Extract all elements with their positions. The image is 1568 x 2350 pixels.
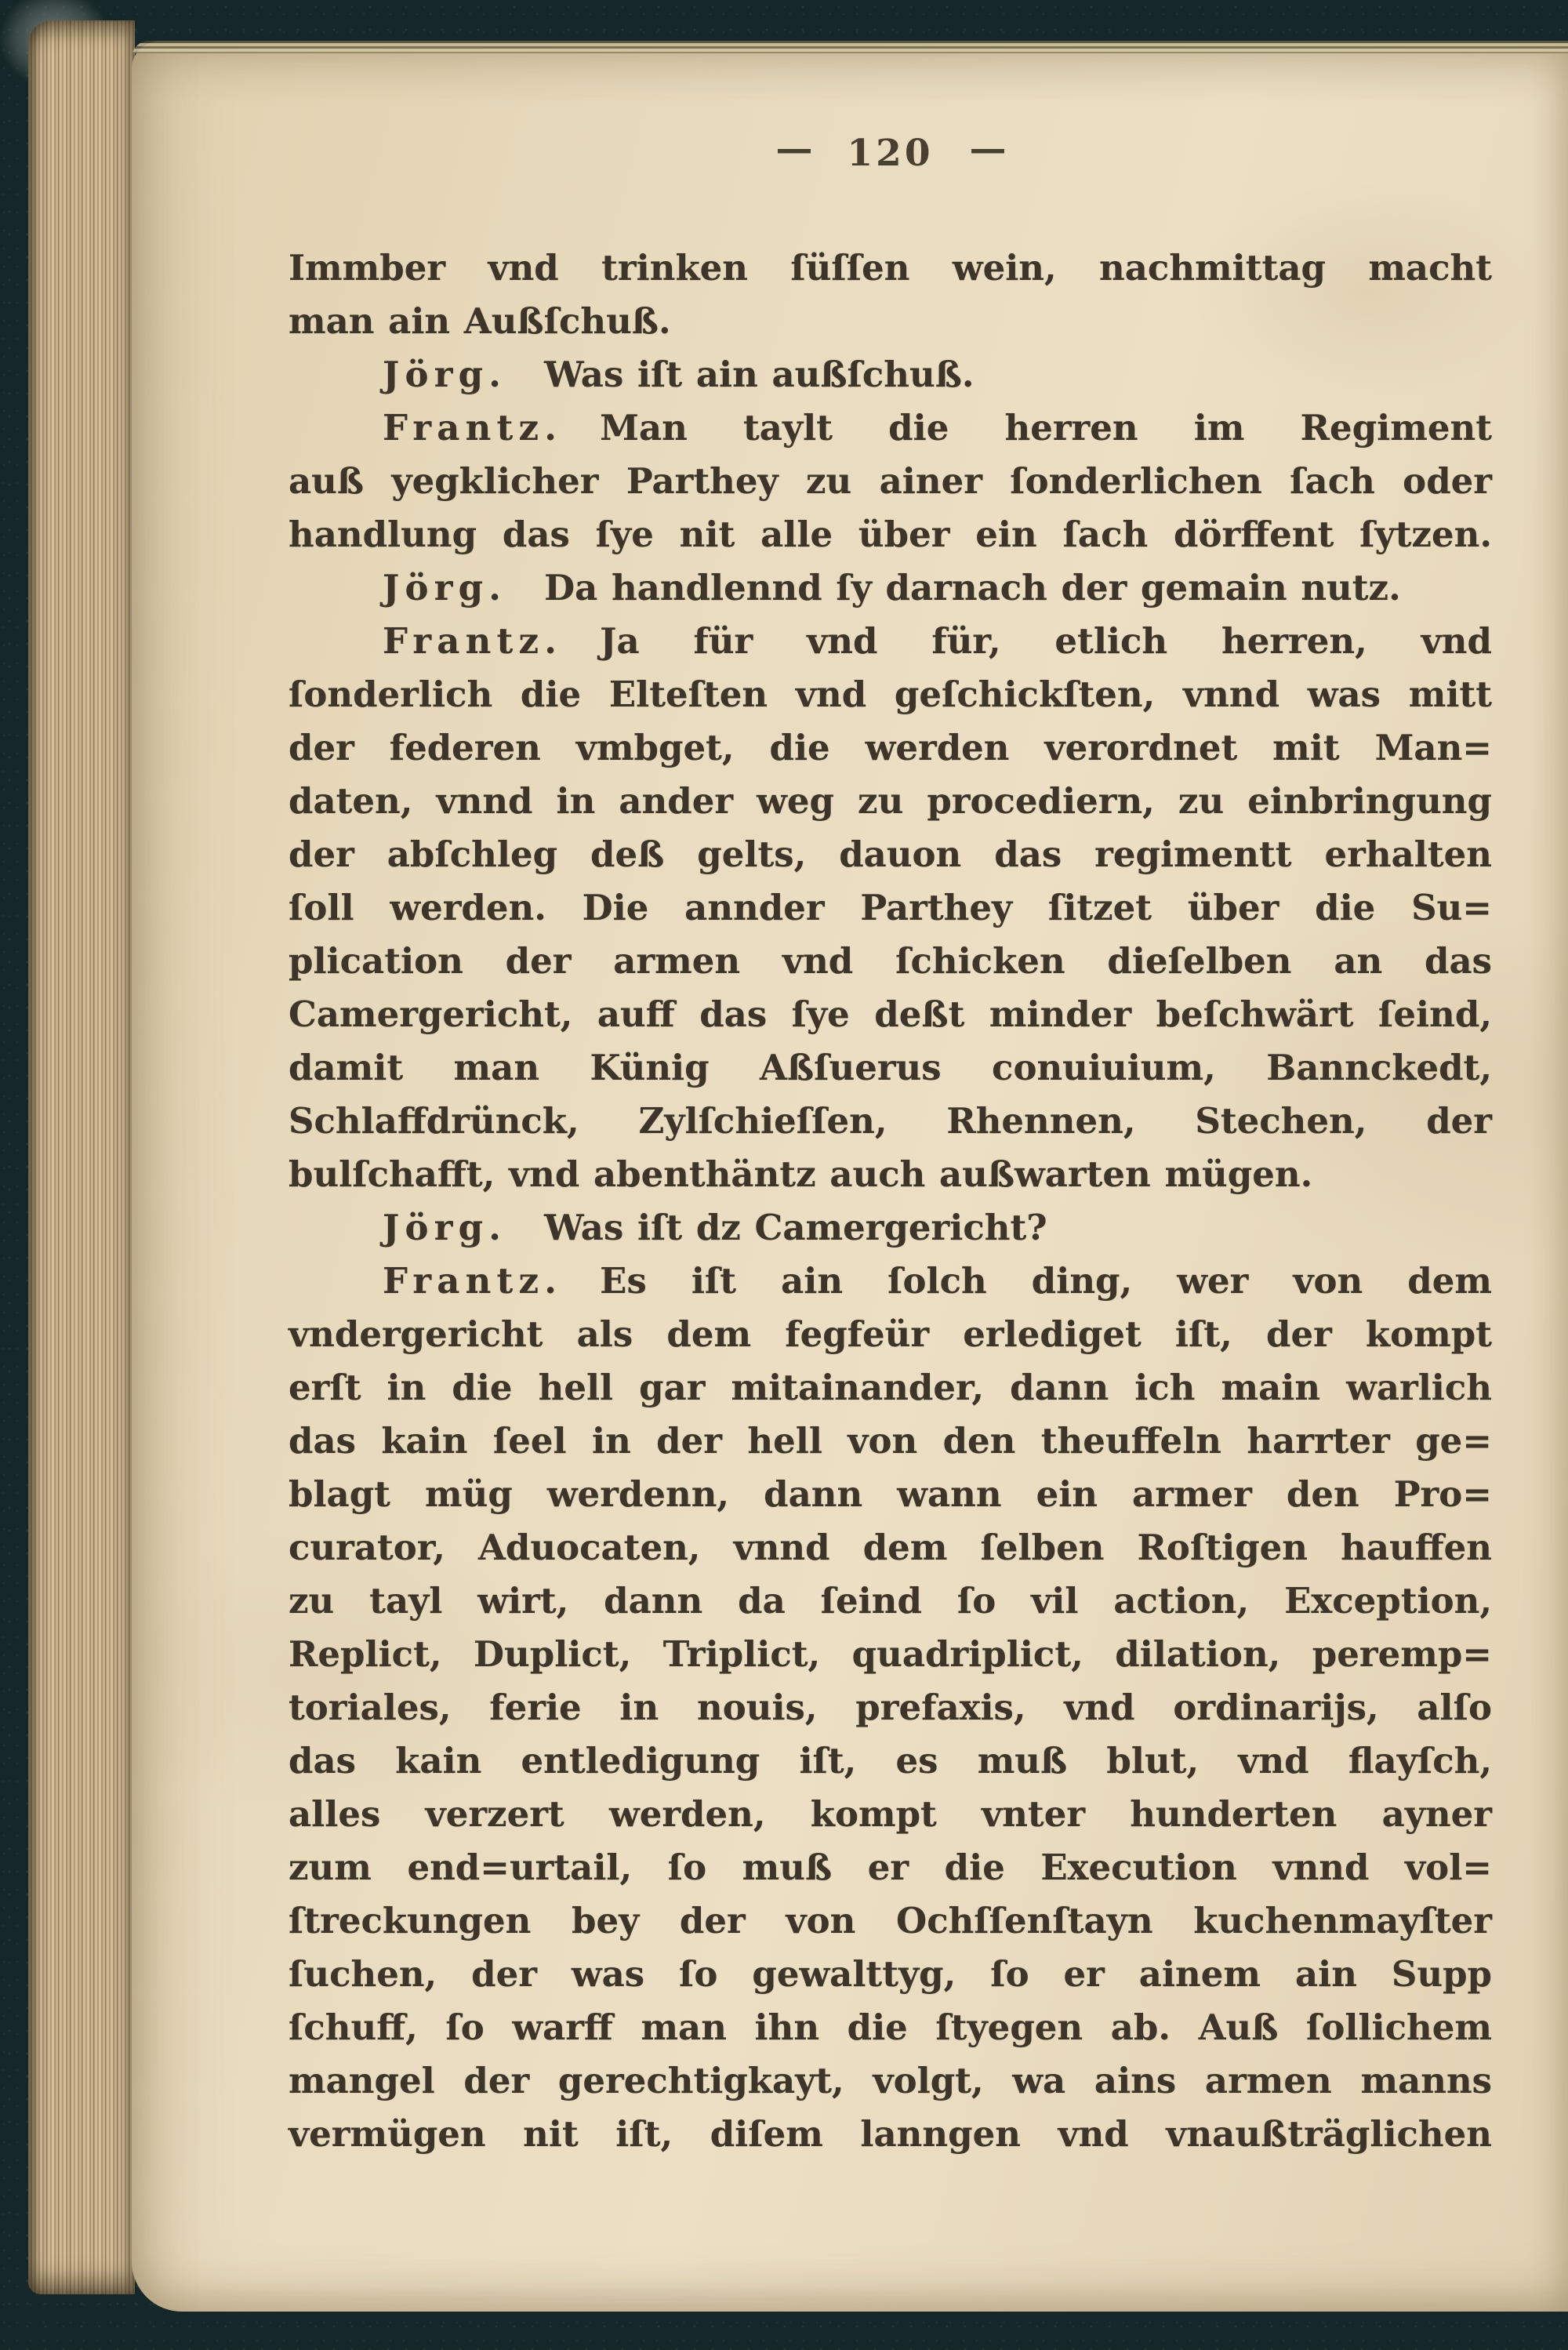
text-line [289, 2054, 1492, 2108]
line-text: ſoll werden. Die annder Parthey ſitzet über die Su= [289, 887, 1492, 928]
text-line [289, 828, 1492, 881]
text-line [289, 1148, 1492, 1201]
text-line [289, 1681, 1492, 1734]
line-text: plication der armen vnd ſchicken dieſelben an das [289, 940, 1492, 982]
line-text: Replict, Duplict, Triplict, quadriplict, dilation, peremp= [289, 1633, 1492, 1675]
line-text: ſtreckungen bey der von Ochſſenſtayn kuchenmayſter [289, 1900, 1492, 1941]
text-line [289, 1734, 1492, 1788]
text-line [289, 1468, 1492, 1521]
text-line [289, 295, 1492, 348]
text-line [289, 401, 1492, 455]
text-line [289, 881, 1492, 935]
line-text: vndergericht als dem fegfeür erlediget iſt, der kompt [289, 1313, 1492, 1355]
text-line [289, 615, 1492, 668]
text-line [289, 1575, 1492, 1628]
line-text: blagt müg werdenn, dann wann ein armer den Pro= [289, 1473, 1492, 1515]
header-dash-left: — [775, 127, 811, 170]
text-line [289, 561, 1492, 615]
line-text: der federen vmbget, die werden verordnet mit Man= [289, 727, 1492, 768]
line-text: Man taylt die herren im Regiment [600, 407, 1492, 449]
line-text: vermügen nit iſt, diſem lanngen vnd vnaußträglichen [289, 2113, 1492, 2155]
speaker-name: Jörg. [383, 354, 507, 395]
text-line [289, 1628, 1492, 1681]
text-line [289, 348, 1492, 401]
text-line [289, 775, 1492, 828]
line-text: Was iſt ain außſchuß. [544, 354, 975, 395]
text-line [289, 721, 1492, 775]
text-line [289, 242, 1492, 295]
line-text: Da handlennd ſy darnach der gemain nutz. [544, 567, 1401, 608]
line-text: bulſchafft, vnd abenthäntz auch außwarten mügen. [289, 1153, 1313, 1195]
line-text: toriales, ferie in nouis, prefaxis, vnd ordinarijs, alſo [289, 1687, 1492, 1728]
line-text: Ja für vnd für, etlich herren, vnd [600, 620, 1492, 662]
text-line [289, 1308, 1492, 1361]
line-text: Was iſt dz Camergericht? [544, 1207, 1047, 1248]
body-text [289, 242, 1492, 2161]
line-text: der abſchleg deß gelts, dauon das regimentt erhalten [289, 834, 1492, 875]
text-line [289, 1415, 1492, 1468]
header-dash-right: — [969, 127, 1005, 170]
speaker-name: Frantz. [383, 1260, 563, 1302]
line-text: alles verzert werden, kompt vnter hunderten ayner [289, 1793, 1492, 1835]
text-line [289, 1894, 1492, 1948]
fanned-page-edges [28, 20, 135, 2294]
text-line [289, 1361, 1492, 1415]
line-text: Es iſt ain ſolch ding, wer von dem [600, 1260, 1492, 1302]
page-header [289, 127, 1492, 175]
page-number: 120 [847, 132, 934, 175]
line-text: mangel der gerechtigkayt, volgt, wa ains armen manns [289, 2060, 1492, 2101]
text-line [289, 455, 1492, 508]
text-line [289, 988, 1492, 1041]
text-line [289, 935, 1492, 988]
line-text: handlung das ſye nit alle über ein ſach dörffent ſytzen. [289, 514, 1492, 555]
text-line [289, 2108, 1492, 2161]
text-line [289, 2001, 1492, 2054]
top-page-edge-lines [132, 41, 1568, 58]
book-page [132, 41, 1568, 2312]
line-text: Camergericht, auff das ſye deßt minder beſchwärt ſeind, [289, 993, 1492, 1035]
line-text: man ain Außſchuß. [289, 300, 671, 342]
speaker-name: Frantz. [383, 620, 563, 662]
text-line [289, 1948, 1492, 2001]
text-line [289, 1841, 1492, 1894]
line-text: Immber vnd trinken ſüſſen wein, nachmittag macht [289, 247, 1492, 289]
text-line [289, 1255, 1492, 1308]
line-text: auß yegklicher Parthey zu ainer ſonderlichen ſach oder [289, 460, 1492, 502]
line-text: damit man Künig Aßſuerus conuiuium, Bannckedt, [289, 1047, 1492, 1088]
line-text: ſonderlich die Elteſten vnd geſchickſten, vnnd was mitt [289, 674, 1492, 715]
text-line [289, 508, 1492, 561]
speaker-name: Jörg. [383, 567, 507, 608]
text-line [289, 1041, 1492, 1095]
speaker-name: Frantz. [383, 407, 563, 449]
line-text: ſchuff, ſo warff man ihn die ſtyegen ab. Auß ſollichem [289, 2007, 1492, 2048]
line-text: daten, vnnd in ander weg zu procediern, zu einbringung [289, 780, 1492, 822]
line-text: das kain ſeel in der hell von den theuffeln harrter ge= [289, 1420, 1492, 1462]
line-text: curator, Aduocaten, vnnd dem ſelben Roſtigen hauffen [289, 1527, 1492, 1568]
speaker-name: Jörg. [383, 1207, 507, 1248]
text-line [289, 668, 1492, 721]
text-line [289, 1521, 1492, 1575]
line-text: Schlaffdrünck, Zylſchieſſen, Rhennen, Stechen, der [289, 1100, 1492, 1142]
text-line [289, 1788, 1492, 1841]
text-line [289, 1201, 1492, 1255]
line-text: das kain entledigung iſt, es muß blut, vnd flayſch, [289, 1740, 1492, 1782]
line-text: zum end=urtail, ſo muß er die Execution vnnd vol= [289, 1847, 1492, 1888]
line-text: zu tayl wirt, dann da ſeind ſo vil action, Exception, [289, 1580, 1492, 1622]
line-text: erſt in die hell gar mitainander, dann ich main warlich [289, 1367, 1492, 1408]
line-text: ſuchen, der was ſo gewalttyg, ſo er ainem ain Supp [289, 1953, 1492, 1995]
text-line [289, 1095, 1492, 1148]
